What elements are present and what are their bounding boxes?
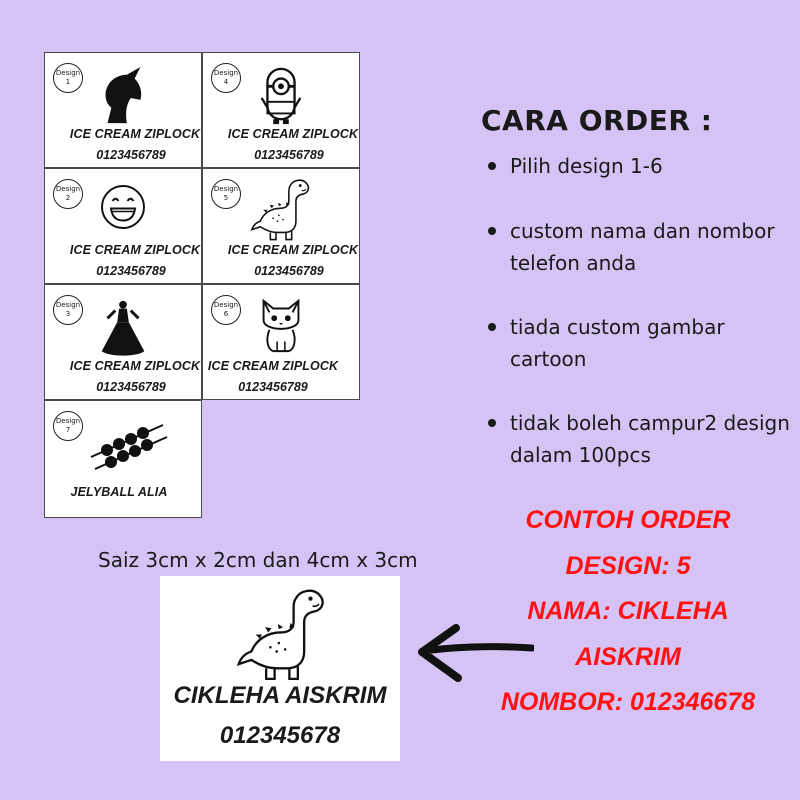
design-card-7[interactable] [44, 400, 202, 518]
design-badge [53, 63, 83, 93]
size-note: Saiz 3cm x 2cm dan 4cm x 3cm [98, 548, 418, 572]
design-card-1[interactable] [44, 52, 202, 168]
card-phone: 0123456789 [96, 264, 166, 278]
design-badge [53, 411, 83, 441]
instruction-text: tiada custom gambar cartoon [510, 315, 725, 371]
instruction-item [486, 215, 790, 279]
example-design: DESIGN: 5 [565, 551, 691, 580]
badge-label: Design [55, 69, 81, 77]
card-title: ICE CREAM ZIPLOCK [69, 243, 201, 257]
design-card-4[interactable] [202, 52, 360, 168]
card-phone: 0123456789 [254, 148, 324, 162]
card-phone: 0123456789 [254, 264, 324, 278]
badge-number: 3 [65, 310, 71, 318]
badge-number: 2 [65, 194, 71, 202]
sample-sticker [160, 576, 400, 761]
princess-icon [92, 297, 154, 359]
design-card-3[interactable] [44, 284, 202, 400]
instruction-item [486, 150, 790, 182]
example-name-cont: AISKRIM [575, 642, 681, 671]
card-phone: 0123456789 [238, 380, 308, 394]
instruction-item [486, 407, 790, 471]
design-badge [53, 295, 83, 325]
card-title: JELYBALL ALIA [70, 485, 168, 499]
card-title: ICE CREAM ZIPLOCK [227, 127, 359, 141]
design-badge [211, 179, 241, 209]
example-order [500, 498, 756, 726]
badge-label: Design [213, 69, 239, 77]
bullet-icon [488, 323, 496, 331]
design-grid [44, 52, 360, 518]
card-phone: 0123456789 [96, 148, 166, 162]
design-badge [211, 63, 241, 93]
jellyball-skewer-icon [89, 419, 173, 475]
sample-name: CIKLEHA AISKRIM [173, 682, 387, 709]
instruction-text: Pilih design 1-6 [510, 154, 663, 178]
badge-number: 6 [223, 310, 229, 318]
dinosaur-icon [249, 177, 313, 241]
smiley-icon [99, 183, 147, 231]
minion-icon [250, 65, 312, 127]
badge-number: 5 [223, 194, 229, 202]
badge-number: 4 [223, 78, 229, 86]
instruction-item [486, 311, 790, 375]
sample-number: 012345678 [219, 722, 341, 749]
badge-number: 7 [65, 426, 71, 434]
example-heading: CONTOH ORDER [525, 506, 731, 534]
cat-icon [250, 293, 312, 355]
example-number: NOMBOR: 012346678 [500, 688, 756, 716]
design-card-6[interactable] [202, 284, 360, 400]
badge-label: Design [213, 185, 239, 193]
unicorn-icon [92, 65, 154, 127]
card-phone: 0123456789 [96, 380, 166, 394]
bullet-icon [488, 227, 496, 235]
design-card-5[interactable] [202, 168, 360, 284]
card-title: ICE CREAM ZIPLOCK [69, 359, 201, 373]
design-badge [211, 295, 241, 325]
example-name: NAMA: CIKLEHA [527, 597, 729, 625]
instruction-text: custom nama dan nombor telefon anda [510, 219, 775, 275]
card-title: ICE CREAM ZIPLOCK [69, 127, 201, 141]
badge-label: Design [55, 185, 81, 193]
badge-label: Design [55, 417, 81, 425]
design-badge [53, 179, 83, 209]
bullet-icon [488, 162, 496, 170]
card-title: ICE CREAM ZIPLOCK [207, 359, 339, 373]
badge-number: 1 [65, 78, 71, 86]
card-title: ICE CREAM ZIPLOCK [227, 243, 359, 257]
instructions-heading: CARA ORDER : [481, 104, 713, 137]
badge-label: Design [213, 301, 239, 309]
badge-label: Design [55, 301, 81, 309]
instruction-text: tidak boleh campur2 design dalam 100pcs [510, 411, 790, 467]
dinosaur-icon [232, 586, 332, 681]
design-card-2[interactable] [44, 168, 202, 284]
bullet-icon [488, 419, 496, 427]
